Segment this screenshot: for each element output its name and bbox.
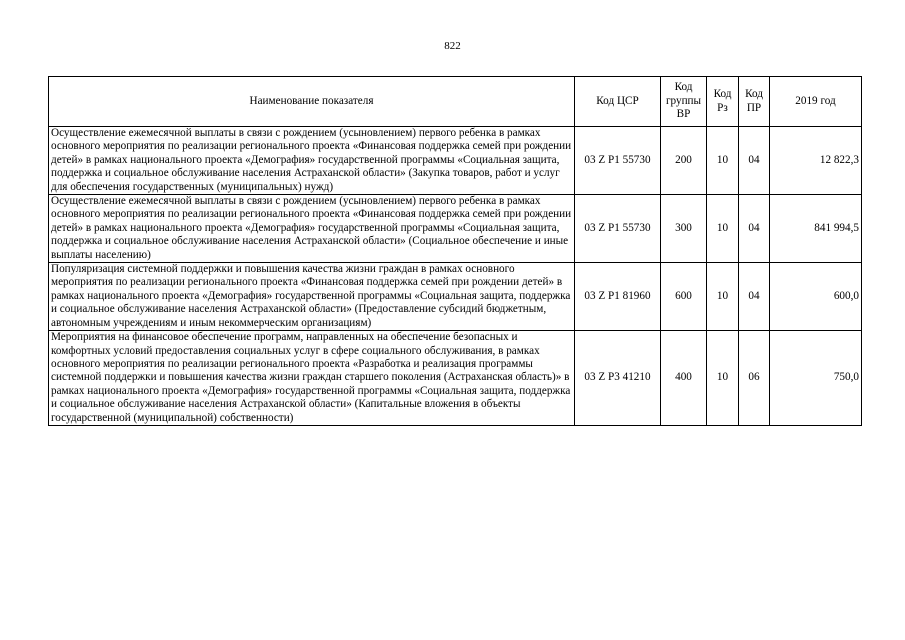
row-amount: 750,0 [770,331,862,426]
header-csr: Код ЦСР [575,77,661,127]
table-row [49,195,862,263]
row-name: Осуществление ежемесячной выплаты в связи с рождением (усыновлением) первого ребенка в рамках основного мероприятия по реализации регионального проекта «Финансовая поддержка семей при рождении детей» в рамках национального проекта «Демография» государственной программы «Социальная защита, поддержка и социальное обслуживание населения Астраханской области» (Социальное обеспечение и иные выплаты населению) [49,195,575,263]
row-vr: 400 [661,331,707,426]
row-csr: 03 Z P1 55730 [575,127,661,195]
header-pr: Код ПР [739,77,770,127]
page-number: 822 [444,40,461,52]
row-vr: 600 [661,263,707,331]
row-name: Осуществление ежемесячной выплаты в связи с рождением (усыновлением) первого ребенка в рамках основного мероприятия по реализации регионального проекта «Финансовая поддержка семей при рождении детей» в рамках национального проекта «Демография» государственной программы «Социальная защита, поддержка и социальное обслуживание населения Астраханской области» (Закупка товаров, работ и услуг для обеспечения государственных (муниципальных) нужд) [49,127,575,195]
row-amount: 600,0 [770,263,862,331]
row-pr: 06 [739,331,770,426]
row-csr: 03 Z P1 81960 [575,263,661,331]
row-pr: 04 [739,263,770,331]
row-csr: 03 Z P1 55730 [575,195,661,263]
table-row [49,263,862,331]
row-amount: 12 822,3 [770,127,862,195]
row-vr: 300 [661,195,707,263]
row-rz: 10 [707,331,739,426]
table-row [49,127,862,195]
header-name: Наименование показателя [49,77,575,127]
row-rz: 10 [707,127,739,195]
row-vr: 200 [661,127,707,195]
row-name: Популяризация системной поддержки и повышения качества жизни граждан в рамках основного мероприятия по реализации регионального проекта «Финансовая поддержка семей при рождении детей» в рамках национального проекта «Демография» государственной программы «Социальная защита, поддержка и социальное обслуживание населения Астраханской области» (Предоставление субсидий бюджетным, автономным учреждениям и иным некоммерческим организациям) [49,263,575,331]
row-rz: 10 [707,195,739,263]
row-pr: 04 [739,127,770,195]
row-name: Мероприятия на финансовое обеспечение программ, направленных на обеспечение безопасных и комфортных условий предоставления социальных услуг в сфере социального обслуживания, в рамках основного мероприятия по реализации регионального проекта «Разработка и реализация программы системной поддержки и повышения качества жизни граждан старшего поколения (Астраханская область)» в рамках национального проекта «Демография» государственной программы «Социальная защита, поддержка и социальное обслуживание населения Астраханской области» (Капитальные вложения в объекты государственной (муниципальной) собственности) [49,331,575,426]
row-amount: 841 994,5 [770,195,862,263]
header-year: 2019 год [770,77,862,127]
table-row [49,331,862,426]
row-csr: 03 Z P3 41210 [575,331,661,426]
budget-table [48,76,862,426]
header-vr: Код группы ВР [661,77,707,127]
row-rz: 10 [707,263,739,331]
row-pr: 04 [739,195,770,263]
table-header-row [49,77,862,127]
header-rz: Код Рз [707,77,739,127]
